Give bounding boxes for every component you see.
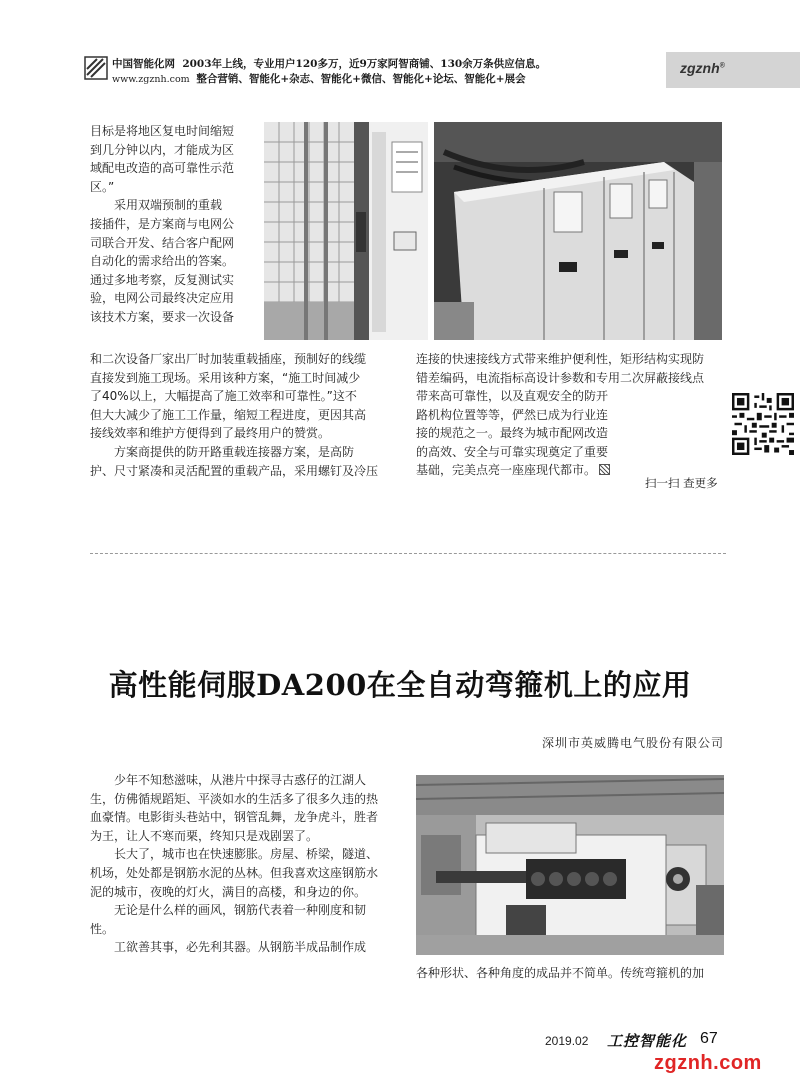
prev-article-col-full: 和二次设备厂家出厂时加装重载插座，预制好的线缆 直接发到施工现场。采用该种方案，“施工时间减少 了40%以上，大幅提高了施工效率和可靠性。”这不 但大大减少了施工工作量，缩短工程进度，更因其高 接线效率和维护方便得到了最终用户的赞赏。 方案商提供的防开路重载连接器方案，是高防 护、尺寸紧凑和灵活配置的重载产品，采用螺钉及冷压 [90,352,379,478]
site-url: www.zgznh.com [112,74,190,85]
cabinet-interior-photo [264,122,428,340]
article-author-company: 深圳市英威腾电气股份有限公司 [541,736,724,750]
issue-date: 2019.02 [545,1034,589,1048]
article-col1: 少年不知愁滋味，从港片中探寻古惑仔的江湖人 生，仿佛循规蹈矩、平淡如水的生活多了很多久违的热 血豪情。电影街头巷站中，钢管乱舞，龙争虎斗，胜者 为王，让人不寒而栗，终知只是戏剧罢了。 长大了，城市也在快速膨胀。房屋、桥梁，隧道、 机场，处处都是钢筋水泥的丛林。但我喜欢这座钢筋水 泥的城市，夜晚的灯火，满目的高楼，和身边的你。 无论是什么样的画风，钢筋代表着一种刚度和韧 性。 工欲善其事，必先利其器。从钢筋半成品制作成 [90,773,379,955]
watermark-url[interactable]: zgznh.com [654,1052,762,1074]
section-divider [90,553,726,554]
prev-article-col2: 连接的快速接线方式带来维护便利性，矩形结构实现防 错差编码，电流指标高设计参数和专用二次屏蔽接线点 [416,352,705,385]
qr-code-icon[interactable] [732,393,794,455]
switchgear-cabinets-photo [434,122,722,340]
article-title: 高性能伺服DA200在全自动弯箍机上的应用 [108,668,692,702]
header-line-2 [112,71,526,86]
qr-caption: 扫一扫 查更多 [645,476,718,490]
header-brand: zgznh® [680,60,725,76]
site-name: 中国智能化网 [112,58,175,70]
article-end-icon [599,464,610,475]
site-logo-icon [84,56,108,80]
magazine-name: 工控智能化 [607,1032,688,1050]
prev-article-col2-narrow: 带来高可靠性，以及直观安全的防开 路机构位置等等，俨然已成为行业连 接的规范之一。最终为城市配网改造 的高效、安全与可靠实现奠定了重要 基础，完美点亮一座座现代都市。 [416,389,609,478]
header-line-1 [112,56,546,71]
site-intro: 2003年上线，专业用户120多万，近9万家阿智商铺、130余万条供应信息。 [182,58,547,70]
stirrup-bending-machine-photo [416,775,724,955]
page-header [0,0,800,92]
article-col2: 各种形状、各种角度的成品并不简单。传统弯箍机的加 [416,966,705,980]
page-number: 67 [700,1030,718,1047]
site-slogan: 整合营销、智能化+杂志、智能化+微信、智能化+论坛、智能化+展会 [196,73,526,85]
prev-article-col1: 目标是将地区复电时间缩短 到几分钟以内，才能成为区 域配电改造的高可靠性示范 区。” 采用双端预制的重载 接插件，是方案商与电网公 司联合开发、结合客户配网 自动化的需求给出的答案。 通过多地考察，反复测试实 验，电网公司最终决定应用 该技术方案，要求一次设备 [90,124,235,324]
